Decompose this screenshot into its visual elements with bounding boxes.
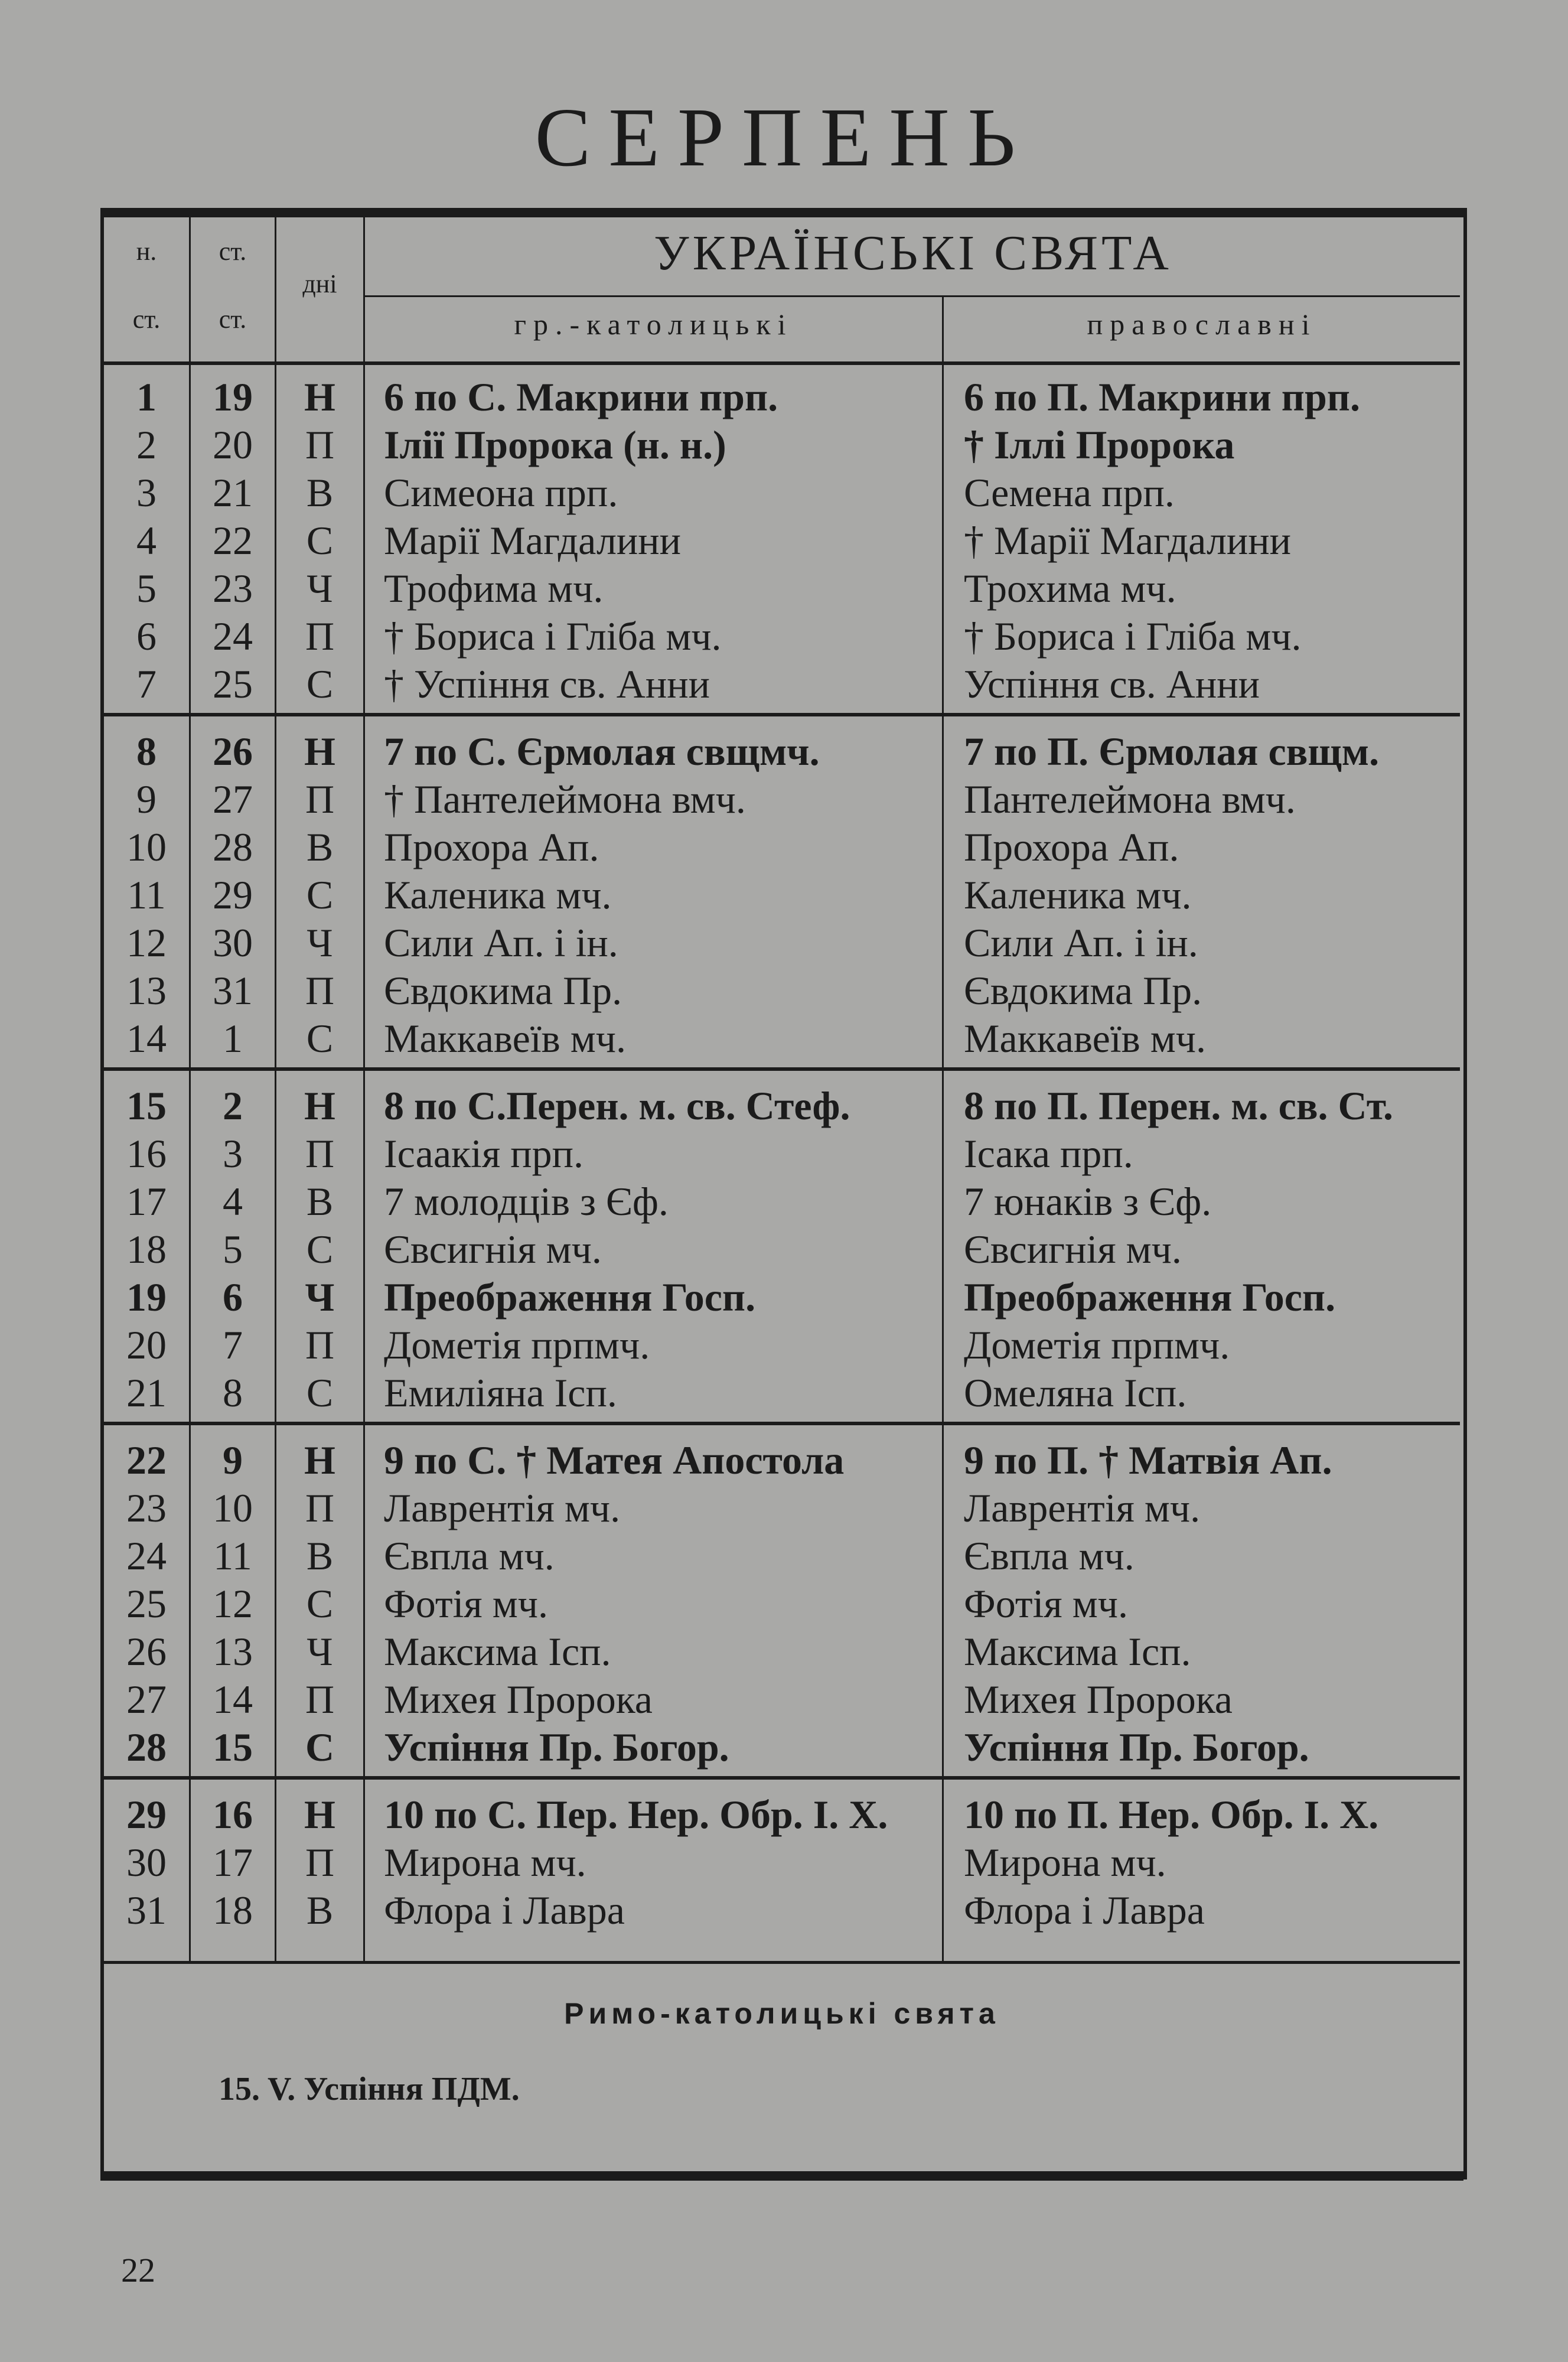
weekday: Ч xyxy=(307,1629,333,1674)
week-separator xyxy=(104,1067,1460,1071)
greek-catholic-feast: 7 по С. Єрмолая свщмч. xyxy=(384,729,820,774)
greek-catholic-feast: Емиліяна Ісп. xyxy=(384,1370,617,1415)
date-old: 26 xyxy=(213,729,253,774)
greek-catholic-feast: 9 по С. † Матея Апостола xyxy=(384,1438,845,1483)
orthodox-feast: Фотія мч. xyxy=(964,1581,1128,1626)
greek-catholic-feast: 10 по С. Пер. Нер. Обр. І. Х. xyxy=(384,1792,888,1837)
orthodox-feast: Преображення Госп. xyxy=(964,1275,1336,1320)
date-old: 17 xyxy=(213,1840,253,1885)
greek-catholic-feast: Максима Ісп. xyxy=(384,1629,611,1674)
greek-catholic-feast: 7 молодців з Єф. xyxy=(384,1179,669,1224)
col-divider-3 xyxy=(363,217,365,1963)
date-new: 1 xyxy=(136,374,157,419)
greek-catholic-feast: 6 по С. Макрини прп. xyxy=(384,374,778,419)
date-new: 13 xyxy=(126,968,167,1013)
header-old-style-top: ст. xyxy=(219,237,247,266)
greek-catholic-feast: Флора і Лавра xyxy=(384,1888,625,1933)
date-old: 13 xyxy=(213,1629,253,1674)
date-old: 22 xyxy=(213,518,253,563)
table-end-rule xyxy=(104,1961,1460,1964)
date-new: 21 xyxy=(126,1370,167,1415)
weekday: П xyxy=(305,422,335,467)
greek-catholic-feast: Євпла мч. xyxy=(384,1533,555,1578)
weekday: П xyxy=(305,1131,335,1176)
greek-catholic-feast: Мирона мч. xyxy=(384,1840,586,1885)
orthodox-feast: Прохора Ап. xyxy=(964,825,1179,869)
orthodox-feast: Флора і Лавра xyxy=(964,1888,1205,1933)
date-new: 19 xyxy=(126,1275,167,1320)
weekday: П xyxy=(305,1840,335,1885)
date-new: 17 xyxy=(126,1179,167,1224)
orthodox-feast: Євдокима Пр. xyxy=(964,968,1202,1013)
greek-catholic-feast: † Успіння св. Анни xyxy=(384,662,710,706)
date-new: 22 xyxy=(126,1438,167,1483)
date-new: 11 xyxy=(127,872,166,917)
date-old: 25 xyxy=(213,662,253,706)
date-new: 31 xyxy=(126,1888,167,1933)
weekday: С xyxy=(306,518,334,563)
orthodox-feast: 7 по П. Єрмолая свщм. xyxy=(964,729,1380,774)
date-old: 6 xyxy=(223,1275,243,1320)
weekday: П xyxy=(305,777,335,822)
date-new: 12 xyxy=(126,920,167,965)
header-bottom-rule xyxy=(104,361,1460,365)
date-new: 5 xyxy=(136,566,157,611)
greek-catholic-feast: Дометія прпмч. xyxy=(384,1322,650,1367)
date-new: 26 xyxy=(126,1629,167,1674)
weekday: Ч xyxy=(307,920,333,965)
header-new-style-bottom: ст. xyxy=(132,305,161,334)
date-new: 3 xyxy=(136,470,157,515)
date-new: 18 xyxy=(126,1227,167,1272)
date-old: 29 xyxy=(213,872,253,917)
orthodox-feast: 7 юнаків з Єф. xyxy=(964,1179,1212,1224)
header-days: дні xyxy=(302,269,337,298)
greek-catholic-feast: Євсигнія мч. xyxy=(384,1227,602,1272)
orthodox-feast: Трохима мч. xyxy=(964,566,1176,611)
date-new: 7 xyxy=(136,662,157,706)
weekday: П xyxy=(305,614,335,659)
date-new: 10 xyxy=(126,825,167,869)
orthodox-feast: † Бориса і Гліба мч. xyxy=(964,614,1302,659)
orthodox-feast: Максима Ісп. xyxy=(964,1629,1191,1674)
date-old: 8 xyxy=(223,1370,243,1415)
orthodox-feast: Омеляна Ісп. xyxy=(964,1370,1187,1415)
date-new: 14 xyxy=(126,1016,167,1061)
weekday: С xyxy=(306,662,334,706)
orthodox-feast: Успіння Пр. Богор. xyxy=(964,1725,1309,1770)
top-rule xyxy=(100,208,1463,217)
date-new: 20 xyxy=(126,1322,167,1367)
weekday: Н xyxy=(304,1083,335,1128)
date-old: 19 xyxy=(213,374,253,419)
greek-catholic-feast: Симеона прп. xyxy=(384,470,618,515)
weekday: В xyxy=(306,825,334,869)
date-new: 2 xyxy=(136,422,157,467)
bottom-rule xyxy=(100,2171,1463,2181)
date-new: 24 xyxy=(126,1533,167,1578)
weekday: П xyxy=(305,968,335,1013)
date-new: 6 xyxy=(136,614,157,659)
date-new: 28 xyxy=(126,1725,167,1770)
orthodox-feast: Маккавеїв мч. xyxy=(964,1016,1206,1061)
col-divider-4 xyxy=(942,295,944,1963)
orthodox-feast: Успіння св. Анни xyxy=(964,662,1260,706)
weekday: Н xyxy=(304,729,335,774)
header-greek-catholic: гр.-католицькі xyxy=(514,308,793,341)
date-new: 30 xyxy=(126,1840,167,1885)
weekday: Н xyxy=(304,1792,335,1837)
weekday: П xyxy=(305,1485,335,1530)
greek-catholic-feast: † Бориса і Гліба мч. xyxy=(384,614,722,659)
weekday: С xyxy=(306,1227,334,1272)
date-new: 23 xyxy=(126,1485,167,1530)
date-old: 30 xyxy=(213,920,253,965)
weekday: В xyxy=(306,1888,334,1933)
date-old: 18 xyxy=(213,1888,253,1933)
greek-catholic-feast: 8 по С.Перен. м. св. Стеф. xyxy=(384,1083,850,1128)
greek-catholic-feast: Каленика мч. xyxy=(384,872,612,917)
date-old: 24 xyxy=(213,614,253,659)
date-old: 14 xyxy=(213,1677,253,1722)
week-separator xyxy=(104,1422,1460,1425)
roman-catholic-title: Римо-католицькі свята xyxy=(564,1997,1000,2030)
date-old: 16 xyxy=(213,1792,253,1837)
weekday: П xyxy=(305,1322,335,1367)
page-number: 22 xyxy=(121,2251,155,2289)
orthodox-feast: Дометія прпмч. xyxy=(964,1322,1230,1367)
orthodox-feast: † Іллі Пророка xyxy=(964,422,1235,467)
header-orthodox: православні xyxy=(1087,308,1317,341)
orthodox-feast: Ісака прп. xyxy=(964,1131,1133,1176)
date-new: 25 xyxy=(126,1581,167,1626)
orthodox-feast: Пантелеймона вмч. xyxy=(964,777,1296,822)
weekday: С xyxy=(306,872,334,917)
date-old: 9 xyxy=(223,1438,243,1483)
header-new-style-top: н. xyxy=(136,237,157,266)
date-new: 16 xyxy=(126,1131,167,1176)
greek-catholic-feast: Фотія мч. xyxy=(384,1581,548,1626)
weekday: Ч xyxy=(307,566,333,611)
date-old: 10 xyxy=(213,1485,253,1530)
weekday: Н xyxy=(304,374,335,419)
greek-catholic-feast: Лаврентія мч. xyxy=(384,1485,621,1530)
date-old: 15 xyxy=(213,1725,253,1770)
roman-catholic-item: 15. V. Успіння ПДМ. xyxy=(219,2071,520,2107)
greek-catholic-feast: Ілії Пророка (н. н.) xyxy=(384,422,726,467)
greek-catholic-feast: Прохора Ап. xyxy=(384,825,599,869)
weekday: С xyxy=(306,1370,334,1415)
date-old: 31 xyxy=(213,968,253,1013)
weekday: С xyxy=(306,1581,334,1626)
date-old: 23 xyxy=(213,566,253,611)
date-old: 5 xyxy=(223,1227,243,1272)
greek-catholic-feast: Михея Пророка xyxy=(384,1677,653,1722)
greek-catholic-feast: Марії Магдалини xyxy=(384,518,682,563)
orthodox-feast: Каленика мч. xyxy=(964,872,1192,917)
date-old: 20 xyxy=(213,422,253,467)
date-old: 7 xyxy=(223,1322,243,1367)
weekday: В xyxy=(306,1533,334,1578)
orthodox-feast: 8 по П. Перен. м. св. Ст. xyxy=(964,1083,1394,1128)
orthodox-feast: Семена прп. xyxy=(964,470,1175,515)
orthodox-feast: † Марії Магдалини xyxy=(964,518,1292,563)
greek-catholic-feast: Преображення Госп. xyxy=(384,1275,756,1320)
week-separator xyxy=(104,713,1460,716)
orthodox-feast: Сили Ап. і ін. xyxy=(964,920,1198,965)
date-new: 4 xyxy=(136,518,157,563)
weekday: С xyxy=(305,1725,335,1770)
date-old: 4 xyxy=(223,1179,243,1224)
date-old: 28 xyxy=(213,825,253,869)
greek-catholic-feast: † Пантелеймона вмч. xyxy=(384,777,746,822)
weekday: В xyxy=(306,470,334,515)
header-holidays: УКРАЇНСЬКІ СВЯТА xyxy=(654,226,1172,281)
date-new: 27 xyxy=(126,1677,167,1722)
greek-catholic-feast: Ісаакія прп. xyxy=(384,1131,584,1176)
orthodox-feast: Євсигнія мч. xyxy=(964,1227,1182,1272)
orthodox-feast: Лаврентія мч. xyxy=(964,1485,1201,1530)
date-old: 12 xyxy=(213,1581,253,1626)
date-old: 1 xyxy=(223,1016,243,1061)
date-old: 11 xyxy=(213,1533,252,1578)
greek-catholic-feast: Маккавеїв мч. xyxy=(384,1016,626,1061)
orthodox-feast: 10 по П. Нер. Обр. І. Х. xyxy=(964,1792,1379,1837)
weekday: С xyxy=(306,1016,334,1061)
orthodox-feast: 9 по П. † Матвія Ап. xyxy=(964,1438,1332,1483)
weekday: Ч xyxy=(305,1275,335,1320)
orthodox-feast: 6 по П. Макрини прп. xyxy=(964,374,1360,419)
header-subrule xyxy=(363,295,1460,297)
date-old: 27 xyxy=(213,777,253,822)
orthodox-feast: Михея Пророка xyxy=(964,1677,1233,1722)
date-new: 8 xyxy=(136,729,157,774)
weekday: Н xyxy=(304,1438,335,1483)
orthodox-feast: Євпла мч. xyxy=(964,1533,1135,1578)
weekday: П xyxy=(305,1677,335,1722)
greek-catholic-feast: Трофима мч. xyxy=(384,566,604,611)
page-title: СЕРПЕНЬ xyxy=(534,90,1034,184)
date-new: 29 xyxy=(126,1792,167,1837)
week-separator xyxy=(104,1776,1460,1780)
date-new: 15 xyxy=(126,1083,167,1128)
date-old: 2 xyxy=(223,1083,243,1128)
greek-catholic-feast: Євдокима Пр. xyxy=(384,968,622,1013)
weekday: В xyxy=(306,1179,334,1224)
date-old: 3 xyxy=(223,1131,243,1176)
date-new: 9 xyxy=(136,777,157,822)
greek-catholic-feast: Сили Ап. і ін. xyxy=(384,920,618,965)
greek-catholic-feast: Успіння Пр. Богор. xyxy=(384,1725,729,1770)
header-old-style-bottom: ст. xyxy=(219,305,247,334)
orthodox-feast: Мирона мч. xyxy=(964,1840,1166,1885)
date-old: 21 xyxy=(213,470,253,515)
